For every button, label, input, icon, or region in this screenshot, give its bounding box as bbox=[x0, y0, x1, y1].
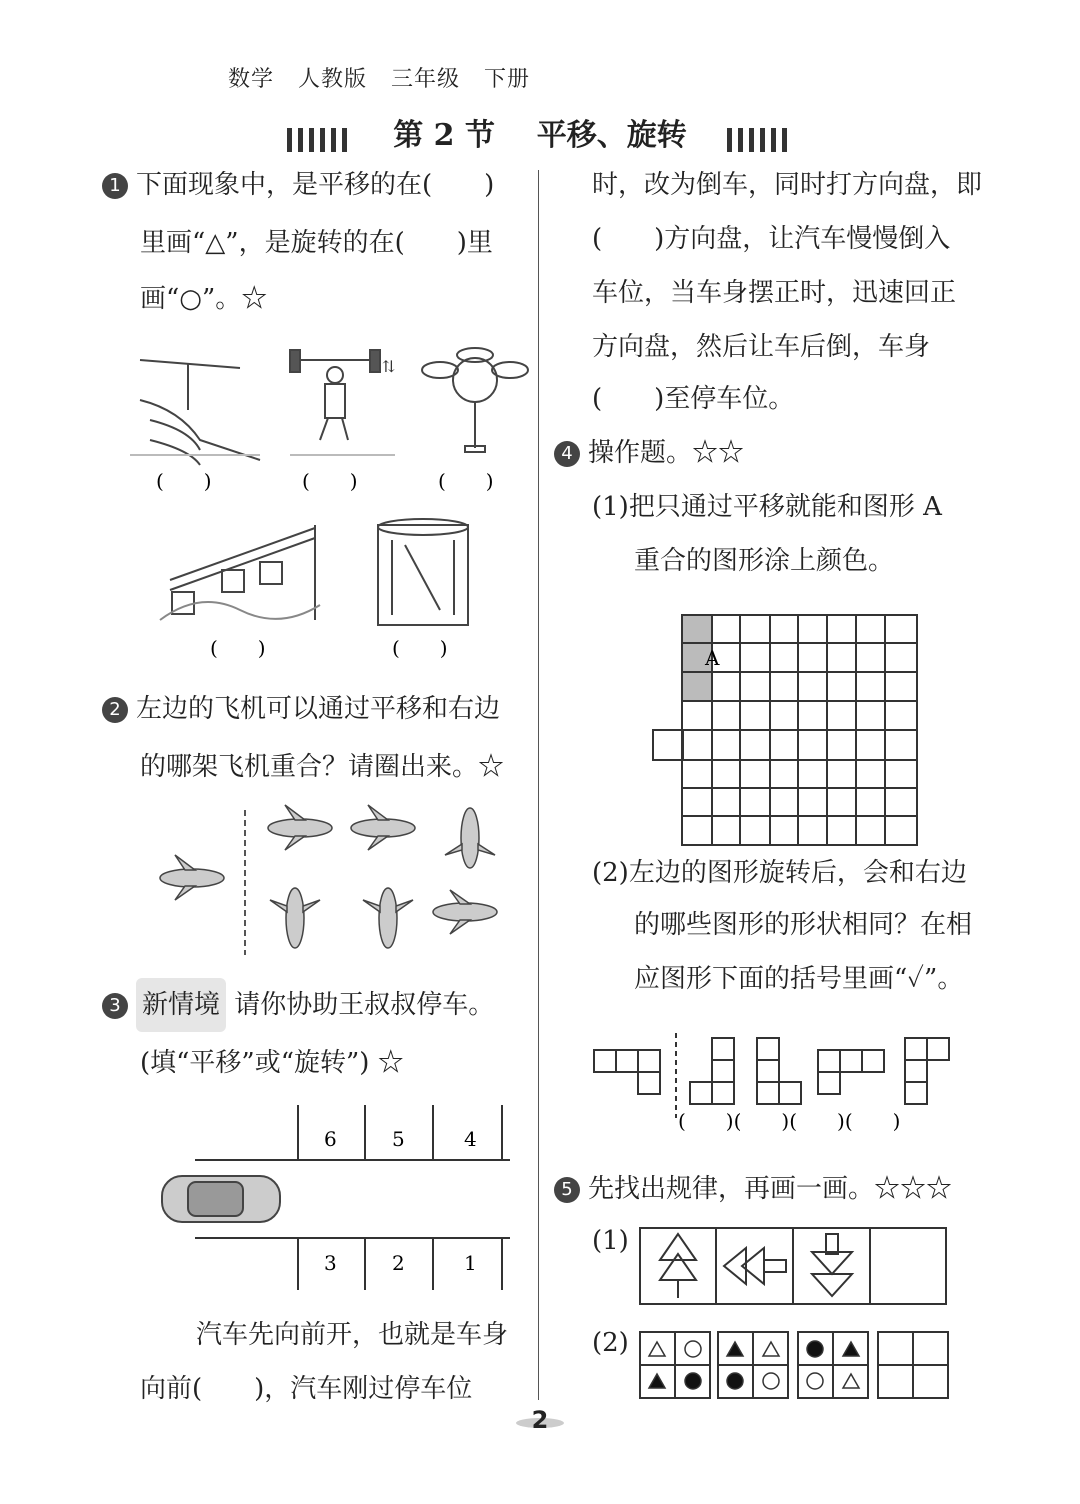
q3cont-line2: ( )方向盘，让汽车慢慢倒入 bbox=[592, 224, 951, 254]
triangle-filled-icon bbox=[649, 1374, 665, 1388]
plane-option-2 bbox=[351, 805, 415, 850]
spot-2: 2 bbox=[392, 1251, 405, 1275]
circle-filled-icon bbox=[685, 1373, 701, 1389]
triangle-filled-icon bbox=[843, 1342, 859, 1356]
plane-option-3 bbox=[445, 808, 495, 868]
tile-grid bbox=[650, 610, 920, 850]
q4-sub2c: 应图形下面的括号里画“✓”。 bbox=[634, 964, 964, 994]
plane-option-4 bbox=[270, 888, 320, 948]
spot-6: 6 bbox=[324, 1127, 337, 1151]
q2-planes bbox=[150, 800, 530, 960]
q3-text1: 汽车先向前开，也就是车身 bbox=[196, 1320, 509, 1350]
q1-paren-3: ( ) bbox=[438, 469, 494, 493]
arrow-left-icon bbox=[724, 1248, 786, 1284]
triangle-outline-icon bbox=[649, 1342, 665, 1356]
triangle-filled-icon bbox=[727, 1342, 743, 1356]
pattern-row-1 bbox=[638, 1226, 950, 1306]
arrow-down-icon bbox=[812, 1234, 852, 1296]
q4-number: 4 bbox=[554, 441, 580, 467]
plane-option-1 bbox=[268, 805, 332, 850]
circle-filled-icon bbox=[807, 1341, 823, 1357]
plane-option-5 bbox=[363, 888, 413, 948]
page-number: 2 bbox=[522, 1406, 558, 1432]
q1-line3: 画“○”。☆ bbox=[140, 284, 268, 314]
triangle-outline-icon bbox=[763, 1342, 779, 1356]
q5-sub2: (2) bbox=[592, 1328, 629, 1358]
plane-option-6 bbox=[433, 890, 497, 934]
parking-diagram bbox=[150, 1100, 530, 1300]
q2-number: 2 bbox=[102, 697, 128, 723]
q1-line2: 里画“△”，是旋转的在( )里 bbox=[140, 228, 493, 258]
shape-choice-2 bbox=[757, 1038, 801, 1104]
rotation-shapes bbox=[592, 1028, 972, 1138]
decor-bars-right bbox=[727, 125, 793, 149]
q4-answer-parens: ( )( )( )( ) bbox=[678, 1109, 901, 1133]
weightlifter-image bbox=[290, 350, 395, 455]
q1-paren-1: ( ) bbox=[156, 469, 212, 493]
shape-a-label: A bbox=[705, 646, 720, 670]
q1-illustrations bbox=[130, 340, 540, 670]
spot-1: 1 bbox=[464, 1251, 477, 1275]
q5-title: 5 先找出规律，再画一画。☆☆☆ bbox=[554, 1162, 952, 1216]
q3cont-line3: 车位，当车身摆正时，迅速回正 bbox=[592, 278, 957, 308]
revolving-door-image bbox=[378, 519, 468, 625]
q3cont-line1: 时，改为倒车，同时打方向盘，即 bbox=[592, 170, 983, 200]
section-title: 第 2 节 平移、旋转 bbox=[0, 110, 1080, 154]
exercise-wheel-image bbox=[422, 348, 528, 452]
q2-line1: 2 左边的飞机可以通过平移和右边 bbox=[102, 682, 500, 736]
q1-paren-5: ( ) bbox=[392, 636, 448, 660]
pattern-row-2 bbox=[638, 1330, 950, 1402]
q3-line2: (填“平移”或“旋转”) ☆ bbox=[140, 1048, 404, 1078]
svg-text:⇅: ⇅ bbox=[382, 357, 396, 376]
circle-outline-icon bbox=[763, 1373, 779, 1389]
q4-title: 4 操作题。☆☆ bbox=[554, 426, 744, 480]
arrow-up-icon bbox=[660, 1234, 696, 1298]
q5-number: 5 bbox=[554, 1177, 580, 1203]
shape-choice-4 bbox=[905, 1038, 949, 1104]
shape-choice-1 bbox=[690, 1038, 734, 1104]
q4-sub1b: 重合的图形涂上颜色。 bbox=[634, 546, 895, 576]
shape-choice-3 bbox=[818, 1050, 884, 1094]
car-image bbox=[162, 1176, 280, 1222]
circle-filled-icon bbox=[727, 1373, 743, 1389]
q4-sub2b: 的哪些图形的形状相同？在相 bbox=[634, 910, 973, 940]
spot-5: 5 bbox=[392, 1127, 405, 1151]
q3-number: 3 bbox=[102, 993, 128, 1019]
circle-outline-icon bbox=[685, 1341, 701, 1357]
q2-line2: 的哪架飞机重合？请圈出来。☆ bbox=[140, 752, 505, 782]
q3cont-line4: 方向盘，然后让车后倒，车身 bbox=[592, 332, 931, 362]
q1-line1: 1 下面现象中，是平移的在( ) bbox=[102, 158, 494, 212]
q1-paren-4: ( ) bbox=[210, 636, 266, 660]
q4-sub2a: (2)左边的图形旋转后，会和右边 bbox=[592, 858, 967, 888]
shape-original bbox=[594, 1050, 660, 1094]
q3-line1: 3 新情境 请你协助王叔叔停车。 bbox=[102, 978, 494, 1032]
decor-bars-left bbox=[287, 125, 353, 149]
new-context-tag: 新情境 bbox=[136, 978, 226, 1032]
spot-4: 4 bbox=[464, 1127, 477, 1151]
spot-3: 3 bbox=[324, 1251, 337, 1275]
q5-sub1: (1) bbox=[592, 1226, 629, 1256]
cable-car-image bbox=[160, 525, 320, 620]
q1-number: 1 bbox=[102, 173, 128, 199]
page-header: 数学 人教版 三年级 下册 bbox=[228, 67, 531, 92]
q4-sub1a: (1)把只通过平移就能和图形 A bbox=[592, 492, 942, 522]
bamboo-dragonfly-image bbox=[130, 360, 260, 465]
circle-outline-icon bbox=[807, 1373, 823, 1389]
plane-left bbox=[160, 855, 224, 900]
q3cont-line5: ( )至停车位。 bbox=[592, 384, 795, 414]
q3-text2: 向前( )，汽车刚过停车位 bbox=[140, 1374, 473, 1404]
q1-paren-2: ( ) bbox=[302, 469, 358, 493]
triangle-outline-icon bbox=[843, 1374, 859, 1388]
